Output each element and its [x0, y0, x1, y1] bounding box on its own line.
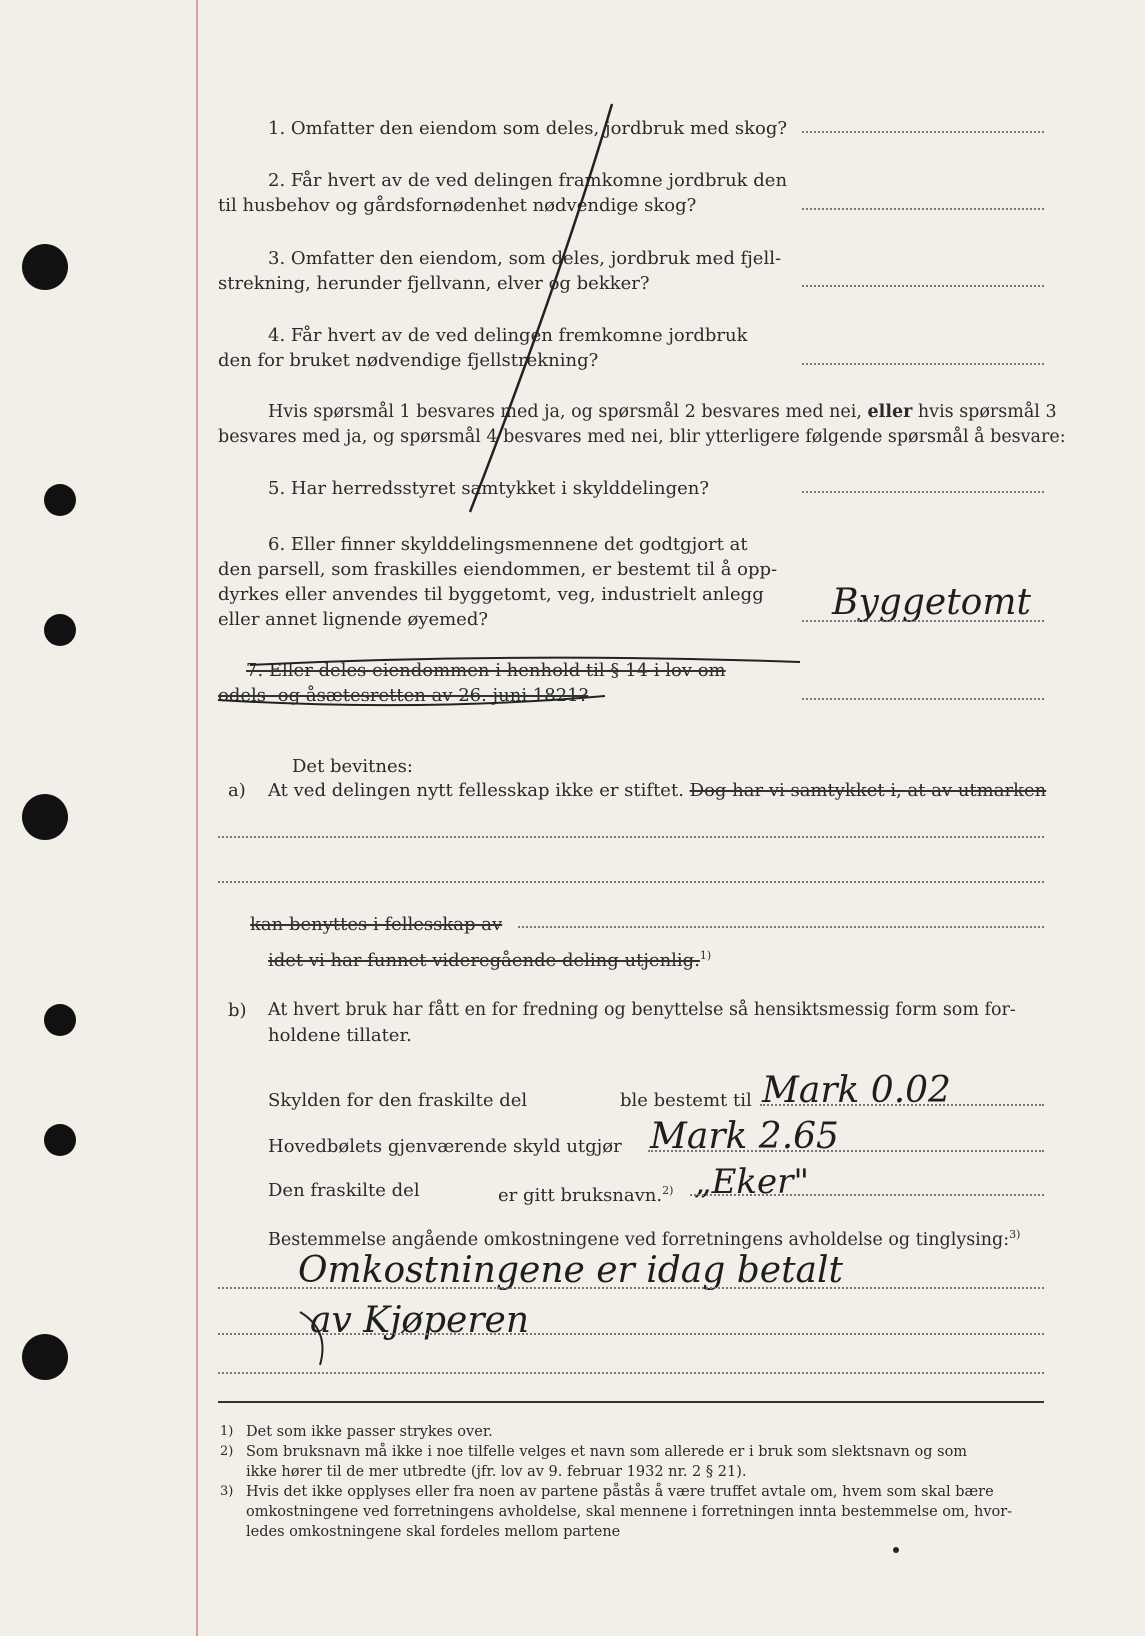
declaration-heading: Det bevitnes:: [292, 756, 413, 777]
handwritten-answer-q6: Byggetomt: [832, 582, 1031, 623]
item-a-struck-text-2: kan benyttes i fellesskap av: [250, 914, 503, 935]
condition-text-a: Hvis spørsmål 1 besvares med ja, og spørsmål 2 besvares med nei,: [268, 402, 862, 422]
question-6-line-3: dyrkes eller anvendes til byggetomt, veg, industrielt anlegg: [218, 584, 764, 605]
skyld-line-1-label: Skylden for den fraskilte del: [268, 1090, 528, 1111]
question-3-line-1: 3. Omfatter den eiendom, som deles, jordbruk med fjell-: [268, 248, 782, 269]
footnote-2-line-2: ikke hører til de mer utbredte (jfr. lov av 9. februar 1932 nr. 2 § 21).: [246, 1464, 747, 1480]
footnote-2-marker: 2): [220, 1444, 234, 1459]
handwritten-farm-name: „Eker": [694, 1162, 810, 1202]
cancel-stroke: [470, 104, 612, 512]
item-a-struck-text: Dog har vi samtykket i, at av utmarken: [689, 780, 1047, 801]
strike-stroke-q7-1: [250, 658, 800, 665]
skyld-line-1-label-b: ble bestemt til: [620, 1090, 752, 1111]
question-1: 1. Omfatter den eiendom som deles, jordbruk med skog?: [268, 118, 787, 139]
skyld-line-3-label: Den fraskilte del: [268, 1180, 420, 1201]
footnote-3-line-3: ledes omkostningene skal fordeles mellom partene: [246, 1524, 621, 1540]
question-5: 5. Har herredsstyret samtykket i skylddelingen?: [268, 478, 709, 499]
costs-label: Bestemmelse angående omkostningene ved forretningens avholdelse og tinglysing:: [268, 1229, 1010, 1250]
question-6-line-2: den parsell, som fraskilles eiendommen, er bestemt til å opp-: [218, 559, 778, 580]
item-a-text: At ved delingen nytt fellesskap ikke er stiftet.: [268, 780, 684, 801]
handwritten-skyld-value: Mark 0.02: [762, 1070, 951, 1111]
footnote-ref-1: 1): [699, 949, 712, 962]
ink-dot: [893, 1547, 899, 1553]
footnote-3-marker: 3): [220, 1484, 234, 1499]
item-b-line-2: holdene tillater.: [268, 1025, 412, 1046]
question-2-line-1: 2. Får hvert av de ved delingen framkomne jordbruk den: [268, 170, 788, 191]
condition-line-2: besvares med ja, og spørsmål 4 besvares med nei, blir ytterligere følgende spørsmål å besvare:: [218, 427, 1066, 447]
footnote-1: Det som ikke passer strykes over.: [246, 1424, 493, 1440]
footnote-1-marker: 1): [220, 1424, 234, 1439]
question-4-line-1: 4. Får hvert av de ved delingen fremkomne jordbruk: [268, 325, 748, 346]
footnote-3-line-2: omkostningene ved forretningens avholdelse, skal mennene i forretningen innta bestemmelse om, hvor-: [246, 1504, 1013, 1520]
question-6-line-4: eller annet lignende øyemed?: [218, 609, 488, 630]
condition-text-c: hvis spørsmål 3: [917, 402, 1057, 422]
skyld-line-2-label: Hovedbølets gjenværende skyld utgjør: [268, 1136, 622, 1157]
flourish-stroke: [300, 1312, 323, 1365]
question-4-line-2: den for bruket nødvendige fjellstrekning?: [218, 350, 599, 371]
handwritten-costs-line-1: Omkostningene er idag betalt: [298, 1250, 843, 1291]
question-6-line-1: 6. Eller finner skylddelingsmennene det godtgjort at: [268, 534, 748, 555]
item-a-struck-text-3: idet vi har funnet videregående deling utjenlig.: [268, 950, 700, 971]
footnote-3-line-1: Hvis det ikke opplyses eller fra noen av partene påstås å være truffet avtale om, hvem som skal bære: [246, 1484, 994, 1500]
question-7-line-1: 7. Eller deles eiendommen i henhold til § 14 i lov om: [246, 660, 726, 681]
handwritten-costs-line-2: av Kjøperen: [310, 1300, 530, 1341]
handwritten-remaining-skyld: Mark 2.65: [650, 1116, 839, 1157]
question-7-line-2: odels- og åsætesretten av 26. juni 1821?: [218, 685, 589, 706]
footnote-ref-3: 3): [1009, 1228, 1021, 1241]
footnote-2-line-1: Som bruksnavn må ikke i noe tilfelle velges et navn som allerede er i bruk som slektsnavn og som: [246, 1444, 968, 1460]
question-2-line-2: til husbehov og gårdsfornødenhet nødvendige skog?: [218, 195, 697, 216]
footnote-ref-2: 2): [662, 1184, 674, 1197]
question-3-line-2: strekning, herunder fjellvann, elver og bekker?: [218, 273, 650, 294]
item-b-marker: b): [228, 1000, 247, 1021]
item-a-marker: a): [228, 780, 246, 801]
skyld-line-3-text: er gitt bruksnavn.: [498, 1185, 663, 1206]
item-b-line-1: At hvert bruk har fått en for fredning og benyttelse så hensiktsmessig form som for-: [268, 1000, 1016, 1020]
strike-stroke-q7-2: [218, 696, 605, 705]
condition-eller: eller: [867, 402, 913, 422]
